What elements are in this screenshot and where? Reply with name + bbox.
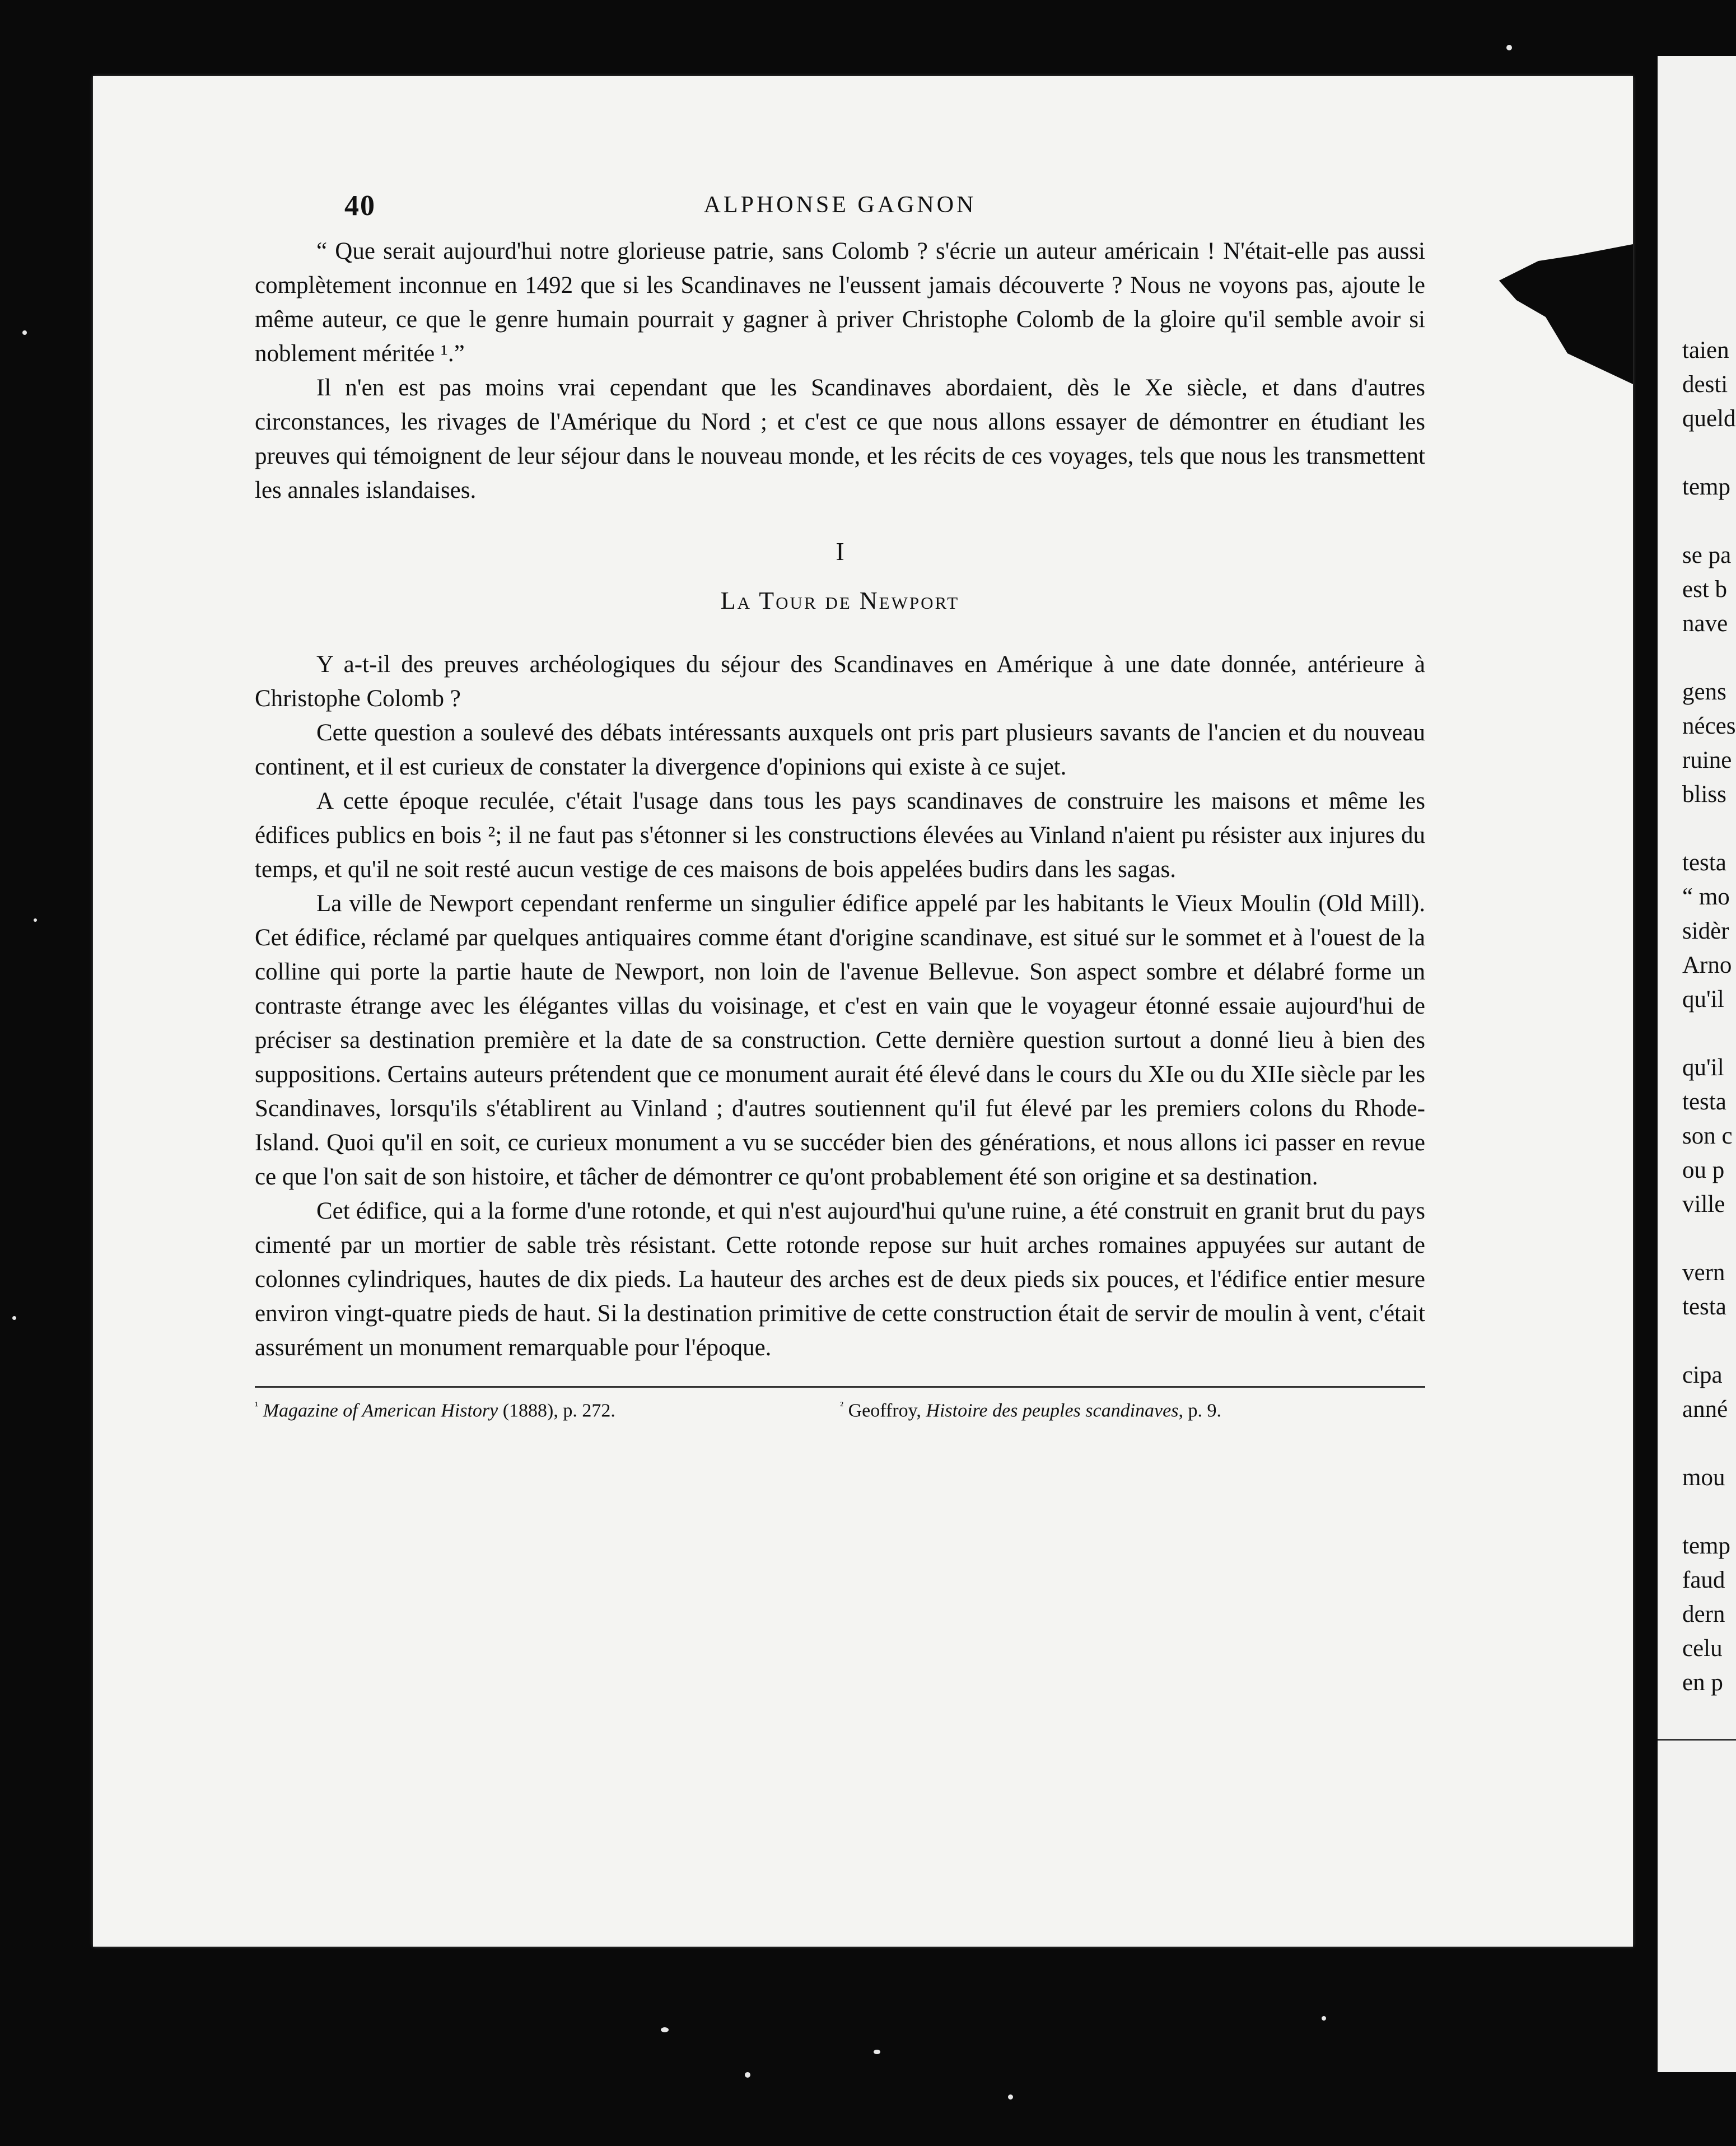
film-speck [22, 330, 27, 335]
body-text [255, 234, 1425, 1365]
footnote-rest: (1888), p. 272. [498, 1400, 615, 1421]
facing-page-text [1682, 333, 1736, 1700]
facing-page-line: dern [1682, 1601, 1725, 1627]
facing-page-line: nave [1682, 610, 1728, 637]
facing-page-line: taien [1682, 337, 1729, 363]
footnote-marker: ² [840, 1400, 844, 1412]
facing-page-line: bliss [1682, 781, 1726, 808]
facing-page-line: ville [1682, 1191, 1725, 1217]
paragraph: Cet édifice, qui a la forme d'une rotonde, et qui n'est aujourd'hui qu'une ruine, a été construit en granit brut du pays cimenté par un mortier de sable très résistant. Cette rotonde repose sur huit arches romaines appuyées sur autant de colonnes cylindriques, hautes de dix pieds. La hauteur des arches est de deux pieds six pouces, et l'édifice entier mesure environ vingt-quatre pieds de haut. Si la destination primitive de cette construction était de servir de moulin à vent, c'était assurément un monument remarquable pour l'époque. [255, 1198, 1425, 1361]
facing-page-line: néces [1682, 713, 1736, 739]
facing-page-line [1682, 811, 1736, 846]
facing-page-line: qu'il [1682, 986, 1724, 1013]
film-speck [1322, 2016, 1326, 2021]
facing-page-line: desti [1682, 371, 1728, 398]
running-head [255, 189, 1425, 234]
footnote-author: Geoffroy, [848, 1400, 926, 1421]
facing-page-line: son c [1682, 1123, 1733, 1149]
footnote-rest: , p. 9. [1178, 1400, 1221, 1421]
facing-page-line: gens [1682, 679, 1726, 705]
film-speck [1008, 2094, 1013, 2100]
facing-page [1658, 56, 1736, 2072]
facing-page-line: temp [1682, 474, 1730, 500]
facing-page-line: vern [1682, 1259, 1725, 1286]
facing-page-line: ou p [1682, 1157, 1725, 1183]
facing-page-line [1682, 1426, 1736, 1461]
facing-page-line: testa [1682, 1089, 1726, 1115]
facing-page-line: queld [1682, 405, 1736, 432]
footnote-title: Histoire des peuples scandinaves [926, 1400, 1179, 1421]
facing-page-line [1682, 1221, 1736, 1256]
facing-page-line: “ mo [1682, 884, 1730, 910]
facing-page-line: qu'il [1682, 1055, 1724, 1081]
page-content [255, 189, 1425, 1439]
section-numeral: I [836, 537, 844, 566]
facing-page-line: en p [1682, 1669, 1723, 1696]
footnote-1 [255, 1400, 615, 1421]
film-speck [874, 2050, 880, 2054]
running-title: ALPHONSE GAGNON [703, 192, 977, 218]
paragraph: Il n'en est pas moins vrai cependant que les Scandinaves abordaient, dès le Xe siècle, et dans d'autres circonstances, les rivages de l'Amérique du Nord ; et c'est ce que nous allons essayer de démontrer en étudiant les preuves qui témoignent de leur séjour dans le nouveau monde, et les récits de ces voyages, tels que nous les transmettent les annales islandaises. [255, 375, 1425, 503]
facing-page-line: sidèr [1682, 918, 1729, 944]
section-title: La Tour de Newport [720, 587, 960, 614]
film-speck [661, 2027, 669, 2032]
film-speck [12, 1316, 16, 1320]
facing-page-line: testa [1682, 1294, 1726, 1320]
footnote-marker: ¹ [255, 1400, 259, 1412]
footnote-rule [255, 1386, 1425, 1388]
facing-page-line [1682, 1016, 1736, 1051]
page-number: 40 [344, 190, 376, 222]
paragraph: Y a-t-il des preuves archéologiques du séjour des Scandinaves en Amérique à une date donnée, antérieure à Christophe Colomb ? [255, 651, 1425, 712]
facing-page-line: est b [1682, 576, 1728, 603]
film-speck [745, 2072, 750, 2078]
facing-page-line: Arno [1682, 952, 1732, 978]
facing-page-line: ruine [1682, 747, 1732, 773]
facing-page-line: temp [1682, 1533, 1730, 1559]
film-speck [1506, 45, 1512, 50]
paragraph: La ville de Newport cependant renferme un singulier édifice appelé par les habitants le Vieux Moulin (Old Mill). Cet édifice, réclamé par quelques antiquaires comme étant d'origine scandinave, est situé sur le sommet et à l'ouest de la colline qui porte la partie haute de Newport, non loin de l'avenue Bellevue. Son aspect sombre et délabré forme un contraste étrange avec les élégantes villas du voisinage, et c'est en vain que le voyageur étonné essaie aujourd'hui de préciser sa destination première et la date de sa construction. Cette dernière question surtout a donné lieu à bien des suppositions. Certains auteurs prétendent que ce monument aurait été élevé dans le cours du XIe ou du XIIe siècle par les Scandinaves, lorsqu'ils s'établirent au Vinland ; d'autres soutiennent qu'il fut élevé par les premiers colons du Rhode-Island. Quoi qu'il en soit, ce curieux monument a vu se succéder bien des générations, et nous allons ici passer en revue ce que l'on sait de son histoire, et tâcher de démontrer ce qu'ont probablement été son origine et sa destination. [255, 890, 1425, 1190]
facing-page-line [1682, 436, 1736, 470]
footnotes [255, 1400, 1425, 1439]
footnote-2 [840, 1400, 1221, 1421]
facing-page-line: testa [1682, 850, 1726, 876]
facing-page-line: faud [1682, 1567, 1725, 1593]
facing-page-line: cipa [1682, 1362, 1723, 1388]
facing-page-line: anné [1682, 1396, 1728, 1422]
facing-page-line: celu [1682, 1635, 1723, 1662]
paragraph: A cette époque reculée, c'était l'usage dans tous les pays scandinaves de construire les maisons et même les édifices publics en bois ²; il ne faut pas s'étonner si les constructions élevées au Vinland n'aient pu résister aux injures du temps, et qu'il ne soit resté aucun vestige de ces maisons de bois appelées budirs dans les sagas. [255, 788, 1425, 883]
facing-page-line: mou [1682, 1464, 1725, 1491]
page-tear [1487, 244, 1633, 384]
paragraph: “ Que serait aujourd'hui notre glorieuse patrie, sans Colomb ? s'écrie un auteur américain ! N'était-elle pas aussi complètement inconnue en 1492 que si les Scandinaves ne l'eussent jamais découverte ? Nous ne voyons pas, ajoute le même auteur, ce que le genre humain pourrait y gagner à priver Christophe Colomb de la gloire qu'il semble avoir si noblement méritée ¹.” [255, 238, 1425, 367]
facing-page-rule [1658, 1739, 1736, 1741]
facing-page-line: se pa [1682, 542, 1732, 568]
facing-page-line [1682, 504, 1736, 538]
paragraph: Cette question a soulevé des débats intéressants auxquels ont pris part plusieurs savants de l'ancien et du nouveau continent, et il est curieux de constater la divergence d'opinions qui existe à ce sujet. [255, 720, 1425, 780]
facing-page-line [1682, 1324, 1736, 1358]
footnote-title: Magazine of American History [263, 1400, 498, 1421]
facing-page-line [1682, 641, 1736, 675]
facing-page-line [1682, 1495, 1736, 1529]
film-speck [34, 918, 37, 922]
